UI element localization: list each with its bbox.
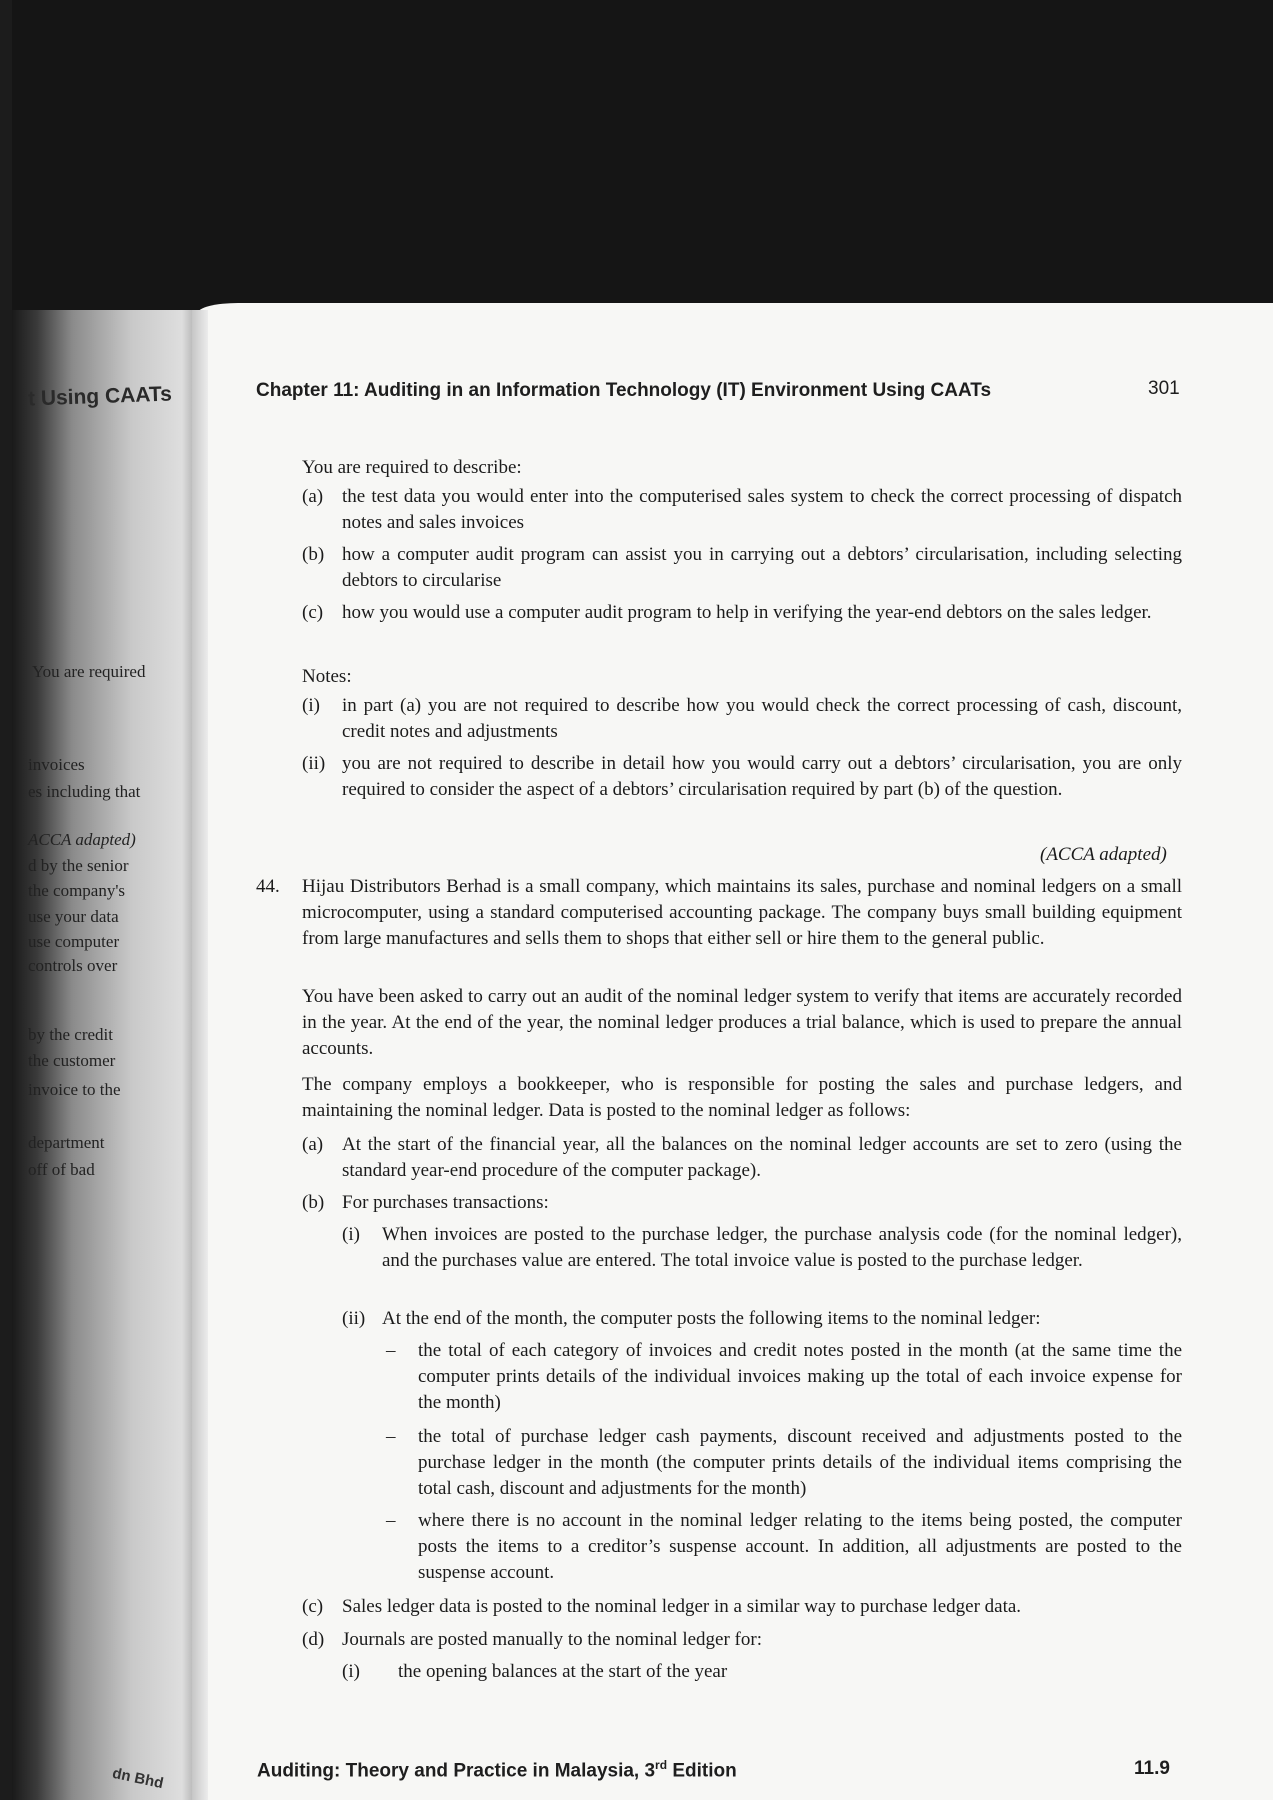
intro-item-c: how you would use a computer audit program to help in verifying the year-end debtors on the sales ledger. (342, 602, 1152, 623)
notes-label: Notes: (302, 666, 352, 687)
edition-superscript: rd (655, 1758, 668, 1772)
dash-item-1: the total of each category of invoices and credit notes posted in the month (at the same time the computer prints details of the individual invoices making up the total of each invoice expense for the month) (418, 1340, 1182, 1413)
dash-item-3: where there is no account in the nominal ledger relating to the items being posted, the computer posts the items to a creditor’s suspense account. In addition, all adjustments are posted to the suspense account. (418, 1510, 1182, 1583)
dash-bullet: – (386, 1426, 396, 1447)
book-title: Auditing: Theory and Practice in Malaysia, 3 (257, 1760, 656, 1782)
facing-page-fragment: the customer (28, 1051, 116, 1070)
question-para-1: Hijau Distributors Berhad is a small company, which maintains its sales, purchase and nominal ledgers on a small microcomputer, using a standard computerised accounting package. The company buys small building equipment from large manufactures and sells them to shops that either sell or hire them to the general public. (302, 876, 1182, 949)
dash-bullet: – (386, 1510, 396, 1531)
question-para-2: You have been asked to carry out an audit of the nominal ledger system to verify that items are accurately recorded in the year. At the end of the year, the nominal ledger produces a trial balance, which is used to prepare the annual accounts. (302, 986, 1182, 1059)
item-label: (i) (342, 1224, 360, 1245)
facing-page-header: t Using CAATs (27, 382, 173, 411)
page-number: 301 (1148, 378, 1180, 399)
item-label: (ii) (342, 1308, 366, 1329)
facing-page-fragment: use your data (28, 907, 119, 926)
note-ii: you are not required to describe in detail how you would carry out a debtors’ circularisation, you are only required to consider the aspect of a debtors’ circularisation required by part (b) of the question. (342, 753, 1182, 800)
item-label: (a) (302, 1134, 324, 1155)
facing-page-fragment: ACCA adapted) (28, 830, 136, 849)
scanner-edge (0, 0, 12, 1800)
facing-page-fragment: the company's (28, 881, 126, 900)
item-label: (b) (302, 1192, 325, 1213)
item-label: (b) (302, 544, 325, 565)
item-label: (c) (302, 602, 324, 623)
note-i: in part (a) you are not required to describe how you would check the correct processing of cash, discount, credit notes and adjustments (342, 695, 1182, 742)
facing-page-fragment: d by the senior (28, 856, 129, 875)
facing-page (12, 310, 192, 1800)
item-label: (i) (342, 1661, 360, 1682)
facing-page-fragment: invoices (28, 755, 85, 774)
note-label: (i) (302, 695, 320, 716)
facing-page-fragment: department (28, 1133, 105, 1152)
question-item-d: Journals are posted manually to the nominal ledger for: (342, 1629, 762, 1650)
facing-page-fragment: by the credit (28, 1025, 113, 1044)
intro-lead: You are required to describe: (302, 457, 522, 478)
facing-page-fragment: controls over (28, 956, 118, 975)
chapter-running-head: Chapter 11: Auditing in an Information Technology (IT) Environment Using CAATs (256, 380, 992, 401)
question-number: 44. (256, 876, 280, 897)
facing-page-fragment: use computer (28, 932, 120, 951)
item-label: (d) (302, 1629, 325, 1650)
question-item-c: Sales ledger data is posted to the nominal ledger in a similar way to purchase ledger data. (342, 1596, 1022, 1617)
note-label: (ii) (302, 753, 326, 774)
question-item-b-i: When invoices are posted to the purchase ledger, the purchase analysis code (for the nominal ledger), and the purchases value are entered. The total invoice value is posted to the purchase ledger. (382, 1224, 1182, 1271)
facing-page-fragment: off of bad (28, 1160, 95, 1179)
question-item-b: For purchases transactions: (342, 1192, 549, 1213)
facing-page-fragment: You are required (32, 662, 146, 681)
question-item-b-ii: At the end of the month, the computer posts the following items to the nominal ledger: (382, 1308, 1041, 1329)
facing-page-footer: dn Bhd (110, 1764, 165, 1793)
intro-item-b: how a computer audit program can assist you in carrying out a debtors’ circularisation, including selecting debtors to circularise (342, 544, 1182, 591)
book-title-footer (257, 1758, 737, 1782)
item-label: (a) (302, 486, 324, 507)
page-code: 11.9 (1134, 1758, 1170, 1779)
question-item-d-i: the opening balances at the start of the year (398, 1661, 728, 1682)
question-item-a: At the start of the financial year, all the balances on the nominal ledger accounts are set to zero (using the standard year-end procedure of the computer package). (342, 1134, 1182, 1181)
edition-word: Edition (667, 1760, 737, 1782)
intro-item-a: the test data you would enter into the computerised sales system to check the correct processing of dispatch notes and sales invoices (342, 486, 1182, 533)
dash-bullet: – (386, 1340, 396, 1361)
facing-page-fragment: invoice to the (28, 1080, 121, 1099)
source-attribution: (ACCA adapted) (1040, 844, 1167, 865)
facing-page-fragment: es including that (28, 782, 141, 801)
dash-item-2: the total of purchase ledger cash payments, discount received and adjustments posted to the purchase ledger in the month (the computer prints details of the individual items comprising the total cash, discount and adjustments for the month) (418, 1426, 1182, 1499)
scanner-background (0, 0, 1273, 310)
question-para-3: The company employs a bookkeeper, who is responsible for posting the sales and purchase ledgers, and maintaining the nominal ledger. Data is posted to the nominal ledger as follows: (302, 1074, 1182, 1121)
item-label: (c) (302, 1596, 324, 1617)
